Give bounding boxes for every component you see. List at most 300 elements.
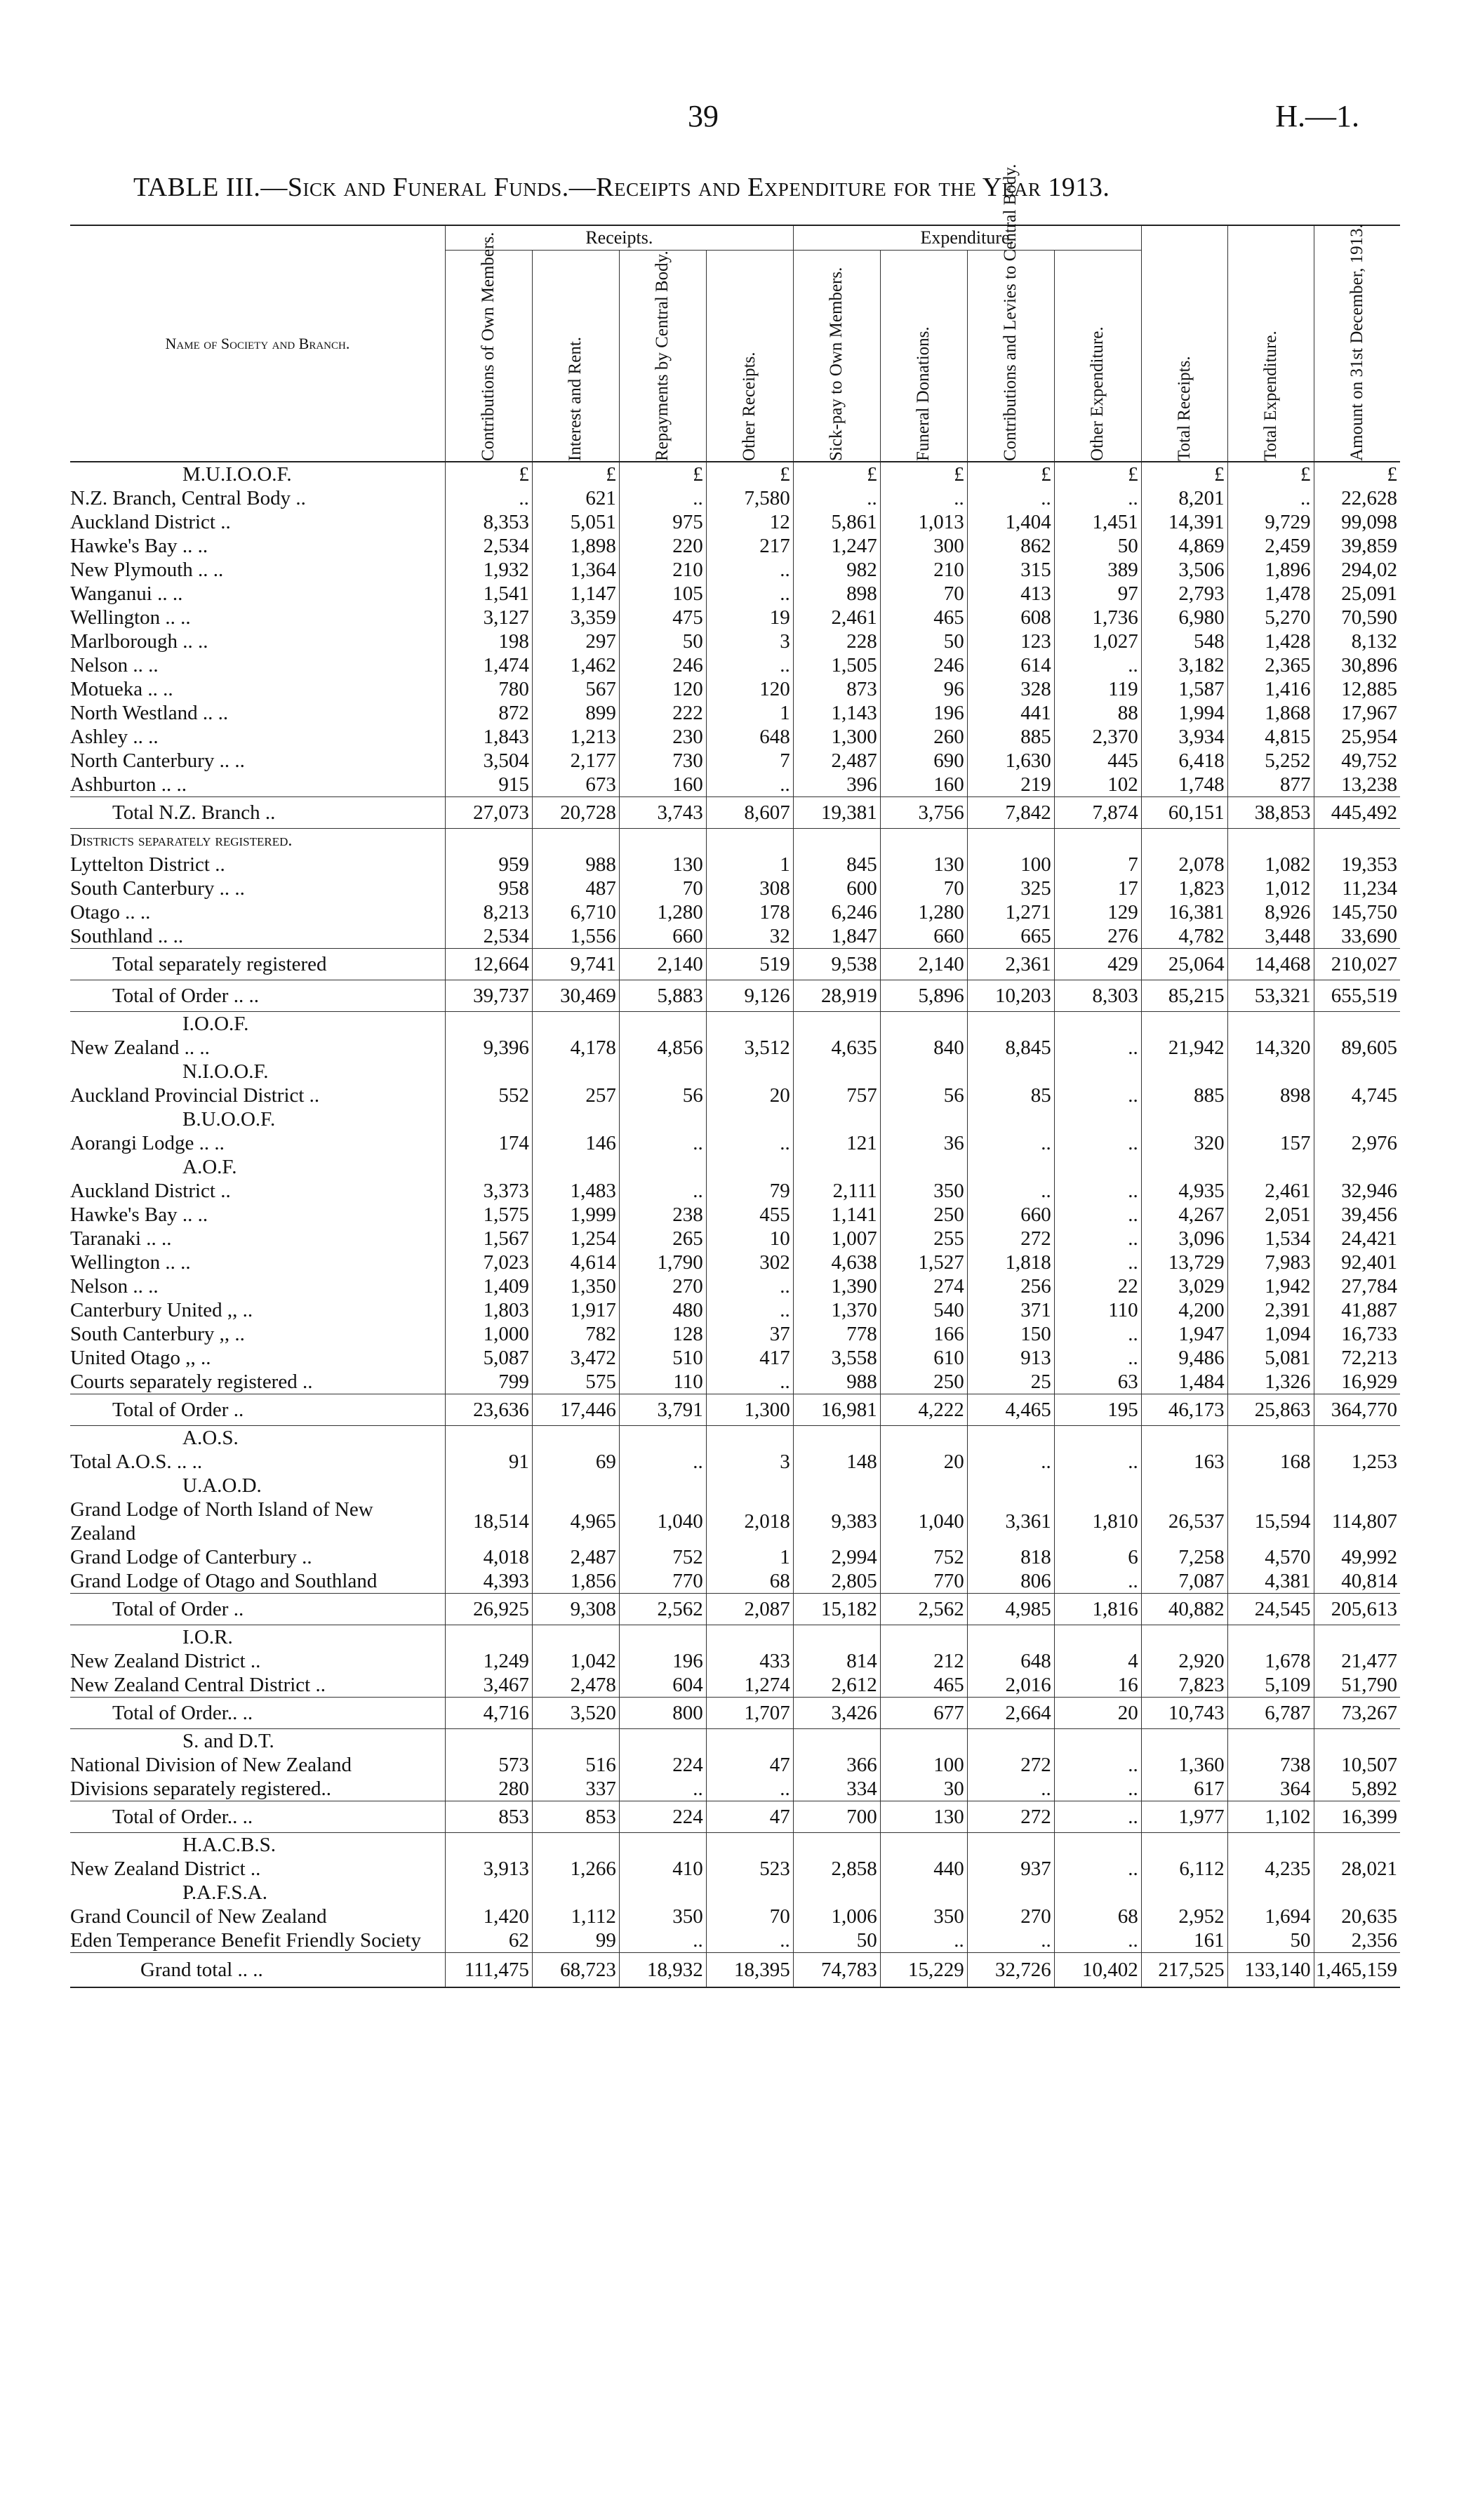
cell: 146 [532,1131,619,1155]
row-name: Aorangi Lodge .. .. [70,1132,225,1154]
cell [445,1107,532,1131]
cell: 665 [967,924,1054,949]
cell: 74,783 [793,1953,880,1988]
society-heading-row [70,1625,1400,1650]
cell: 196 [619,1649,706,1673]
cell: 752 [880,1545,967,1569]
cell: 37 [706,1322,793,1346]
cell: 519 [706,949,793,980]
table-row [70,1498,1400,1545]
cell: 4,393 [445,1569,532,1594]
cell: .. [1054,1203,1141,1227]
cell: 445 [1054,749,1141,773]
cell: 6,980 [1141,606,1227,629]
cell: 1,527 [880,1251,967,1274]
cell: 30,896 [1314,653,1400,677]
row-name: Hawke's Bay .. .. [70,1204,208,1226]
cell: 4,782 [1141,924,1227,949]
cell: 885 [967,725,1054,749]
cell: 1,823 [1141,876,1227,900]
cell: 220 [619,534,706,558]
col-header-contributions: Contributions of Own Members. [445,251,532,462]
cell: 840 [880,1036,967,1060]
cell: 70,590 [1314,606,1400,629]
cell [1314,1881,1400,1905]
table-row [70,773,1400,797]
table-row [70,1298,1400,1322]
row-name: Hawke's Bay .. .. [70,535,208,557]
cell: 100 [880,1753,967,1777]
cell: 20 [880,1450,967,1474]
cell: 1,942 [1227,1274,1314,1298]
cell: 41,887 [1314,1298,1400,1322]
cell: 56 [880,1084,967,1107]
cell [445,829,532,853]
cell: 13,238 [1314,773,1400,797]
cell [706,829,793,853]
row-name: Taranaki .. .. [70,1227,172,1250]
cell: £ [706,462,793,486]
cell [619,1012,706,1036]
cell: 119 [1054,677,1141,701]
cell: 4,235 [1227,1857,1314,1881]
cell: 2,016 [967,1673,1054,1698]
cell [880,1426,967,1451]
cell: 257 [532,1084,619,1107]
cell [880,1729,967,1754]
cell: 988 [793,1370,880,1394]
row-name: Total of Order.. .. [70,1698,445,1729]
cell: £ [880,462,967,486]
cell: 1,254 [532,1227,619,1251]
cell: 845 [793,853,880,876]
cell: 5,051 [532,510,619,534]
cell: 3,182 [1141,653,1227,677]
cell: .. [1054,1753,1141,1777]
cell: 2,858 [793,1857,880,1881]
cell [1227,1729,1314,1754]
document-reference: H.—1. [1275,99,1359,133]
cell: 1,575 [445,1203,532,1227]
cell [706,1155,793,1179]
cell [706,1012,793,1036]
cell: 1,013 [880,510,967,534]
cell: 5,896 [880,980,967,1012]
cell: 96 [880,677,967,701]
cell: 487 [532,876,619,900]
cell: .. [1054,1131,1141,1155]
society-heading-row [70,1729,1400,1754]
cell: 50 [793,1928,880,1953]
cell: 272 [967,1753,1054,1777]
cell: 224 [619,1801,706,1833]
cell: 1,678 [1227,1649,1314,1673]
cell: 5,892 [1314,1777,1400,1801]
cell: £ [1227,462,1314,486]
cell: 1,736 [1054,606,1141,629]
cell: 2,365 [1227,653,1314,677]
cell [967,1155,1054,1179]
cell: 1,818 [967,1251,1054,1274]
cell: 39,859 [1314,534,1400,558]
cell: 814 [793,1649,880,1673]
cell: 85,215 [1141,980,1227,1012]
table-row [70,853,1400,876]
cell: 5,883 [619,980,706,1012]
cell: 1,483 [532,1179,619,1203]
cell: 4,178 [532,1036,619,1060]
cell: 3,359 [532,606,619,629]
cell: 3,756 [880,797,967,829]
table-row [70,1251,1400,1274]
cell [793,1060,880,1084]
cell: 4,635 [793,1036,880,1060]
cell [1141,1833,1227,1858]
cell: 350 [619,1905,706,1928]
cell [1141,1155,1227,1179]
cell: £ [619,462,706,486]
col-header-repayments: Repayments by Central Body. [619,251,706,462]
cell: 1,082 [1227,853,1314,876]
cell: 14,320 [1227,1036,1314,1060]
cell: 1,274 [706,1673,793,1698]
cell: 219 [967,773,1054,797]
row-name: Otago .. .. [70,901,151,924]
cell [793,1474,880,1498]
cell: 14,391 [1141,510,1227,534]
cell: 700 [793,1801,880,1833]
cell: 27,073 [445,797,532,829]
cell: 1,947 [1141,1322,1227,1346]
cell: 130 [880,853,967,876]
cell: 68 [1054,1905,1141,1928]
cell: 73,267 [1314,1698,1400,1729]
table-row [70,486,1400,510]
cell [1227,1060,1314,1084]
cell [880,1474,967,1498]
cell: 25,863 [1227,1394,1314,1426]
table-row [70,629,1400,653]
cell: 455 [706,1203,793,1227]
cell: 1,505 [793,653,880,677]
row-name: N.I.O.O.F. [182,1060,269,1083]
cell: 2,562 [619,1594,706,1625]
cell: 982 [793,558,880,582]
cell: 441 [967,701,1054,725]
cell: 26,537 [1141,1498,1227,1545]
society-heading-row [70,1426,1400,1451]
cell [1314,1625,1400,1650]
cell: 552 [445,1084,532,1107]
cell: 480 [619,1298,706,1322]
cell: 15,182 [793,1594,880,1625]
cell: 110 [1054,1298,1141,1322]
cell: 873 [793,677,880,701]
cell: 4,018 [445,1545,532,1569]
cell: 1,370 [793,1298,880,1322]
cell [445,1729,532,1754]
cell [1141,1729,1227,1754]
cell: 575 [532,1370,619,1394]
cell: 959 [445,853,532,876]
cell: 260 [880,725,967,749]
cell [967,829,1054,853]
cell: 56 [619,1084,706,1107]
cell [1141,1881,1227,1905]
cell: 465 [880,606,967,629]
cell: 2,078 [1141,853,1227,876]
cell: 660 [619,924,706,949]
cell [880,829,967,853]
cell: 1,253 [1314,1450,1400,1474]
cell: 364,770 [1314,1394,1400,1426]
cell: 50 [1227,1928,1314,1953]
table-row [70,725,1400,749]
cell: 300 [880,534,967,558]
cell: 2,461 [1227,1179,1314,1203]
cell: 30 [880,1777,967,1801]
cell: 3,467 [445,1673,532,1698]
cell: 3,504 [445,749,532,773]
cell: 91 [445,1450,532,1474]
cell: £ [1141,462,1227,486]
row-name: Southland .. .. [70,925,184,947]
cell: 255 [880,1227,967,1251]
cell: 1,042 [532,1649,619,1673]
cell: .. [706,1274,793,1298]
cell: 1,280 [880,900,967,924]
cell [967,1729,1054,1754]
cell [1314,1426,1400,1451]
cell [880,1155,967,1179]
cell: 18,932 [619,1953,706,1988]
cell: 100 [967,853,1054,876]
cell: 2,487 [532,1545,619,1569]
cell [619,1881,706,1905]
cell [1227,829,1314,853]
cell: 10 [706,1227,793,1251]
cell: 648 [706,725,793,749]
cell [619,1833,706,1858]
row-name: I.O.R. [182,1626,233,1648]
cell: 1,094 [1227,1322,1314,1346]
cell: 7,023 [445,1251,532,1274]
cell: 1 [706,701,793,725]
cell: 9,741 [532,949,619,980]
cell [1141,829,1227,853]
cell: 105 [619,582,706,606]
society-heading-row [70,1012,1400,1036]
row-name: N.Z. Branch, Central Body .. [70,487,306,509]
table-row [70,1753,1400,1777]
cell: 99 [532,1928,619,1953]
cell: 1,451 [1054,510,1141,534]
cell: 1 [706,1545,793,1569]
cell [1054,1155,1141,1179]
cell: 4,200 [1141,1298,1227,1322]
cell: 11,234 [1314,876,1400,900]
col-header-interest-rent: Interest and Rent. [532,251,619,462]
cell: 2,793 [1141,582,1227,606]
cell: £ [1314,462,1400,486]
cell: 410 [619,1857,706,1881]
cell: 1,748 [1141,773,1227,797]
cell: 110 [619,1370,706,1394]
name-column-header: Name of Society and Branch. [165,334,350,352]
cell: 1,630 [967,749,1054,773]
cell [793,1881,880,1905]
cell: 16,381 [1141,900,1227,924]
cell: 325 [967,876,1054,900]
cell: 799 [445,1370,532,1394]
cell: 510 [619,1346,706,1370]
cell: .. [1054,1179,1141,1203]
total-row [70,1698,1400,1729]
cell: 50 [1054,534,1141,558]
cell: 2,051 [1227,1203,1314,1227]
cell: 302 [706,1251,793,1274]
cell [1314,1833,1400,1858]
title-rest: Sick and Funeral Funds.—Receipts and Expenditure for the Year 1913. [287,173,1110,202]
cell: 238 [619,1203,706,1227]
cell: 5,861 [793,510,880,534]
cell: 9,729 [1227,510,1314,534]
cell: 1,404 [967,510,1054,534]
cell: 92,401 [1314,1251,1400,1274]
cell: 1,428 [1227,629,1314,653]
cell: 4,638 [793,1251,880,1274]
cell [706,1107,793,1131]
cell: 12,885 [1314,677,1400,701]
cell: 4,985 [967,1594,1054,1625]
row-name: A.O.S. [182,1427,239,1449]
cell: .. [706,1928,793,1953]
cell: 63 [1054,1370,1141,1394]
cell: 1,896 [1227,558,1314,582]
cell: 3 [706,1450,793,1474]
cell: 8,607 [706,797,793,829]
cell [1054,1012,1141,1036]
cell: 2,562 [880,1594,967,1625]
cell [445,1426,532,1451]
row-name: New Plymouth .. .. [70,559,224,581]
cell: 18,514 [445,1498,532,1545]
cell: .. [967,1179,1054,1203]
total-row [70,797,1400,829]
cell: .. [706,558,793,582]
cell: 4,965 [532,1498,619,1545]
cell: .. [706,1370,793,1394]
cell: 32,946 [1314,1179,1400,1203]
cell: 9,308 [532,1594,619,1625]
cell: 120 [619,677,706,701]
society-heading-row [70,1060,1400,1084]
cell: 915 [445,773,532,797]
cell: 1,847 [793,924,880,949]
cell: 752 [619,1545,706,1569]
cell: 99,098 [1314,510,1400,534]
cell: 32,726 [967,1953,1054,1988]
cell: 3 [706,629,793,653]
cell: 1,465,159 [1314,1953,1400,1988]
cell: 72,213 [1314,1346,1400,1370]
total-row [70,1594,1400,1625]
cell: 270 [967,1905,1054,1928]
cell: 21,477 [1314,1649,1400,1673]
table-row [70,1084,1400,1107]
cell [1314,1474,1400,1498]
cell: 40,882 [1141,1594,1227,1625]
cell: 70 [880,876,967,900]
cell: 174 [445,1131,532,1155]
cell [880,1107,967,1131]
cell: 782 [532,1322,619,1346]
cell: £ [793,462,880,486]
cell: 39,456 [1314,1203,1400,1227]
cell: 1,326 [1227,1370,1314,1394]
cell: 516 [532,1753,619,1777]
table-row [70,582,1400,606]
cell: 25,954 [1314,725,1400,749]
cell [793,1012,880,1036]
cell [1054,1060,1141,1084]
cell: .. [706,773,793,797]
cell: 36 [880,1131,967,1155]
cell: 2,356 [1314,1928,1400,1953]
table-row [70,1649,1400,1673]
cell: 600 [793,876,880,900]
table-row [70,749,1400,773]
cell [619,1060,706,1084]
cell: .. [1054,1227,1141,1251]
cell [1227,1833,1314,1858]
cell: 3,029 [1141,1274,1227,1298]
cell: 129 [1054,900,1141,924]
row-name: National Division of New Zealand [70,1754,352,1776]
cell: 272 [967,1227,1054,1251]
cell: 2,612 [793,1673,880,1698]
cell: 1,868 [1227,701,1314,725]
row-name: Districts separately registered. [70,832,293,850]
cell: 3,127 [445,606,532,629]
row-name: Courts separately registered .. [70,1371,313,1393]
cell [619,1155,706,1179]
cell: 272 [967,1801,1054,1833]
cell [619,1625,706,1650]
table-row [70,900,1400,924]
cell: .. [1054,1569,1141,1594]
cell: 28,919 [793,980,880,1012]
cell: 4,222 [880,1394,967,1426]
cell [793,1833,880,1858]
row-name: U.A.O.D. [182,1474,262,1497]
cell: 4,815 [1227,725,1314,749]
cell [619,1107,706,1131]
cell: .. [1054,1084,1141,1107]
cell: 4,381 [1227,1569,1314,1594]
cell: 33,690 [1314,924,1400,949]
cell: .. [1054,1346,1141,1370]
cell: 1,567 [445,1227,532,1251]
cell: 294,02 [1314,558,1400,582]
cell [445,1012,532,1036]
cell: 19 [706,606,793,629]
cell: 1,474 [445,653,532,677]
cell: 315 [967,558,1054,582]
cell: 4,856 [619,1036,706,1060]
cell: 20 [706,1084,793,1107]
cell: 2,111 [793,1179,880,1203]
